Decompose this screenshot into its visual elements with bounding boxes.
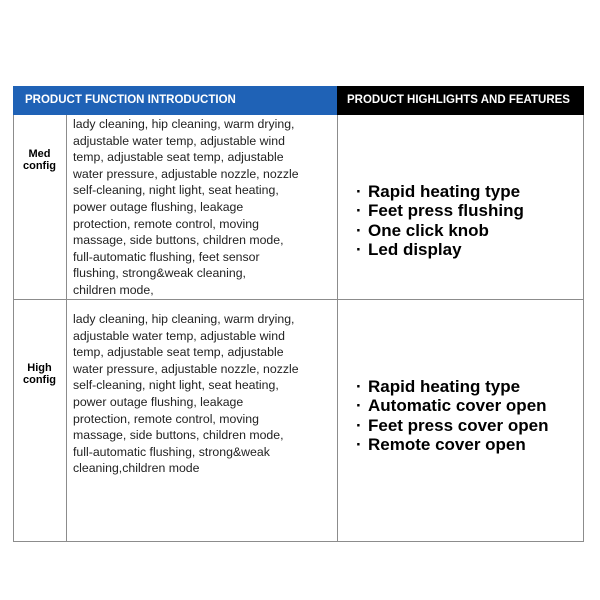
feature-item-label: Automatic cover open xyxy=(368,396,547,416)
feature-item xyxy=(356,396,548,415)
feature-item xyxy=(356,182,524,201)
header-function-introduction: PRODUCT FUNCTION INTRODUCTION xyxy=(13,86,337,115)
row-divider xyxy=(13,299,584,300)
bullet-icon: · xyxy=(356,240,362,260)
feature-item-label: Led display xyxy=(368,240,462,260)
feature-item xyxy=(356,416,548,435)
bullet-icon: · xyxy=(356,182,362,201)
column-divider-features xyxy=(337,115,338,542)
bullet-icon: · xyxy=(356,220,362,240)
row-label-high-config: High config xyxy=(23,362,56,386)
feature-list-high-config xyxy=(356,377,548,455)
feature-item xyxy=(356,201,524,220)
feature-item-label: One click knob xyxy=(368,220,489,240)
column-divider-label xyxy=(66,115,67,542)
feature-item xyxy=(356,221,524,240)
function-list-high-config: lady cleaning, hip cleaning, warm drying, adjustable water temp, adjustable wind temp, adjustable seat temp, adjustable water pressure, adjustable nozzle, nozzle self-cleaning, night light, seat heating, power outage flushing, leakage protection, remote control, moving massage, side buttons, children mode, full-automatic flushing, strong&weak cleaning,children mode xyxy=(73,312,299,476)
function-list-med-config: lady cleaning, hip cleaning, warm drying, adjustable water temp, adjustable wind temp, adjustable seat temp, adjustable water pressure, adjustable nozzle, nozzle self-cleaning, night light, seat heating, power outage flushing, leakage protection, remote control, moving massage, side buttons, children mode, full-automatic flushing, feet sensor flushing, strong&weak cleaning, children mode, xyxy=(73,117,299,297)
row-label-med-config: Med config xyxy=(23,148,56,172)
product-comparison-table xyxy=(13,86,584,542)
feature-item xyxy=(356,435,548,454)
bullet-icon: · xyxy=(356,201,362,221)
bullet-icon: · xyxy=(356,415,362,435)
bullet-icon: · xyxy=(356,396,362,416)
feature-item-label: Feet press flushing xyxy=(368,201,524,221)
header-highlights-features: PRODUCT HIGHLIGHTS AND FEATURES xyxy=(337,86,584,115)
feature-item xyxy=(356,377,548,396)
feature-item-label: Feet press cover open xyxy=(368,415,549,435)
feature-item-label: Remote cover open xyxy=(368,435,526,455)
feature-item-label: Rapid heating type xyxy=(368,377,521,396)
bullet-icon: · xyxy=(356,435,362,455)
feature-item xyxy=(356,240,524,259)
feature-list-med-config xyxy=(356,182,524,260)
bullet-icon: · xyxy=(356,377,362,396)
feature-item-label: Rapid heating type xyxy=(368,182,521,201)
